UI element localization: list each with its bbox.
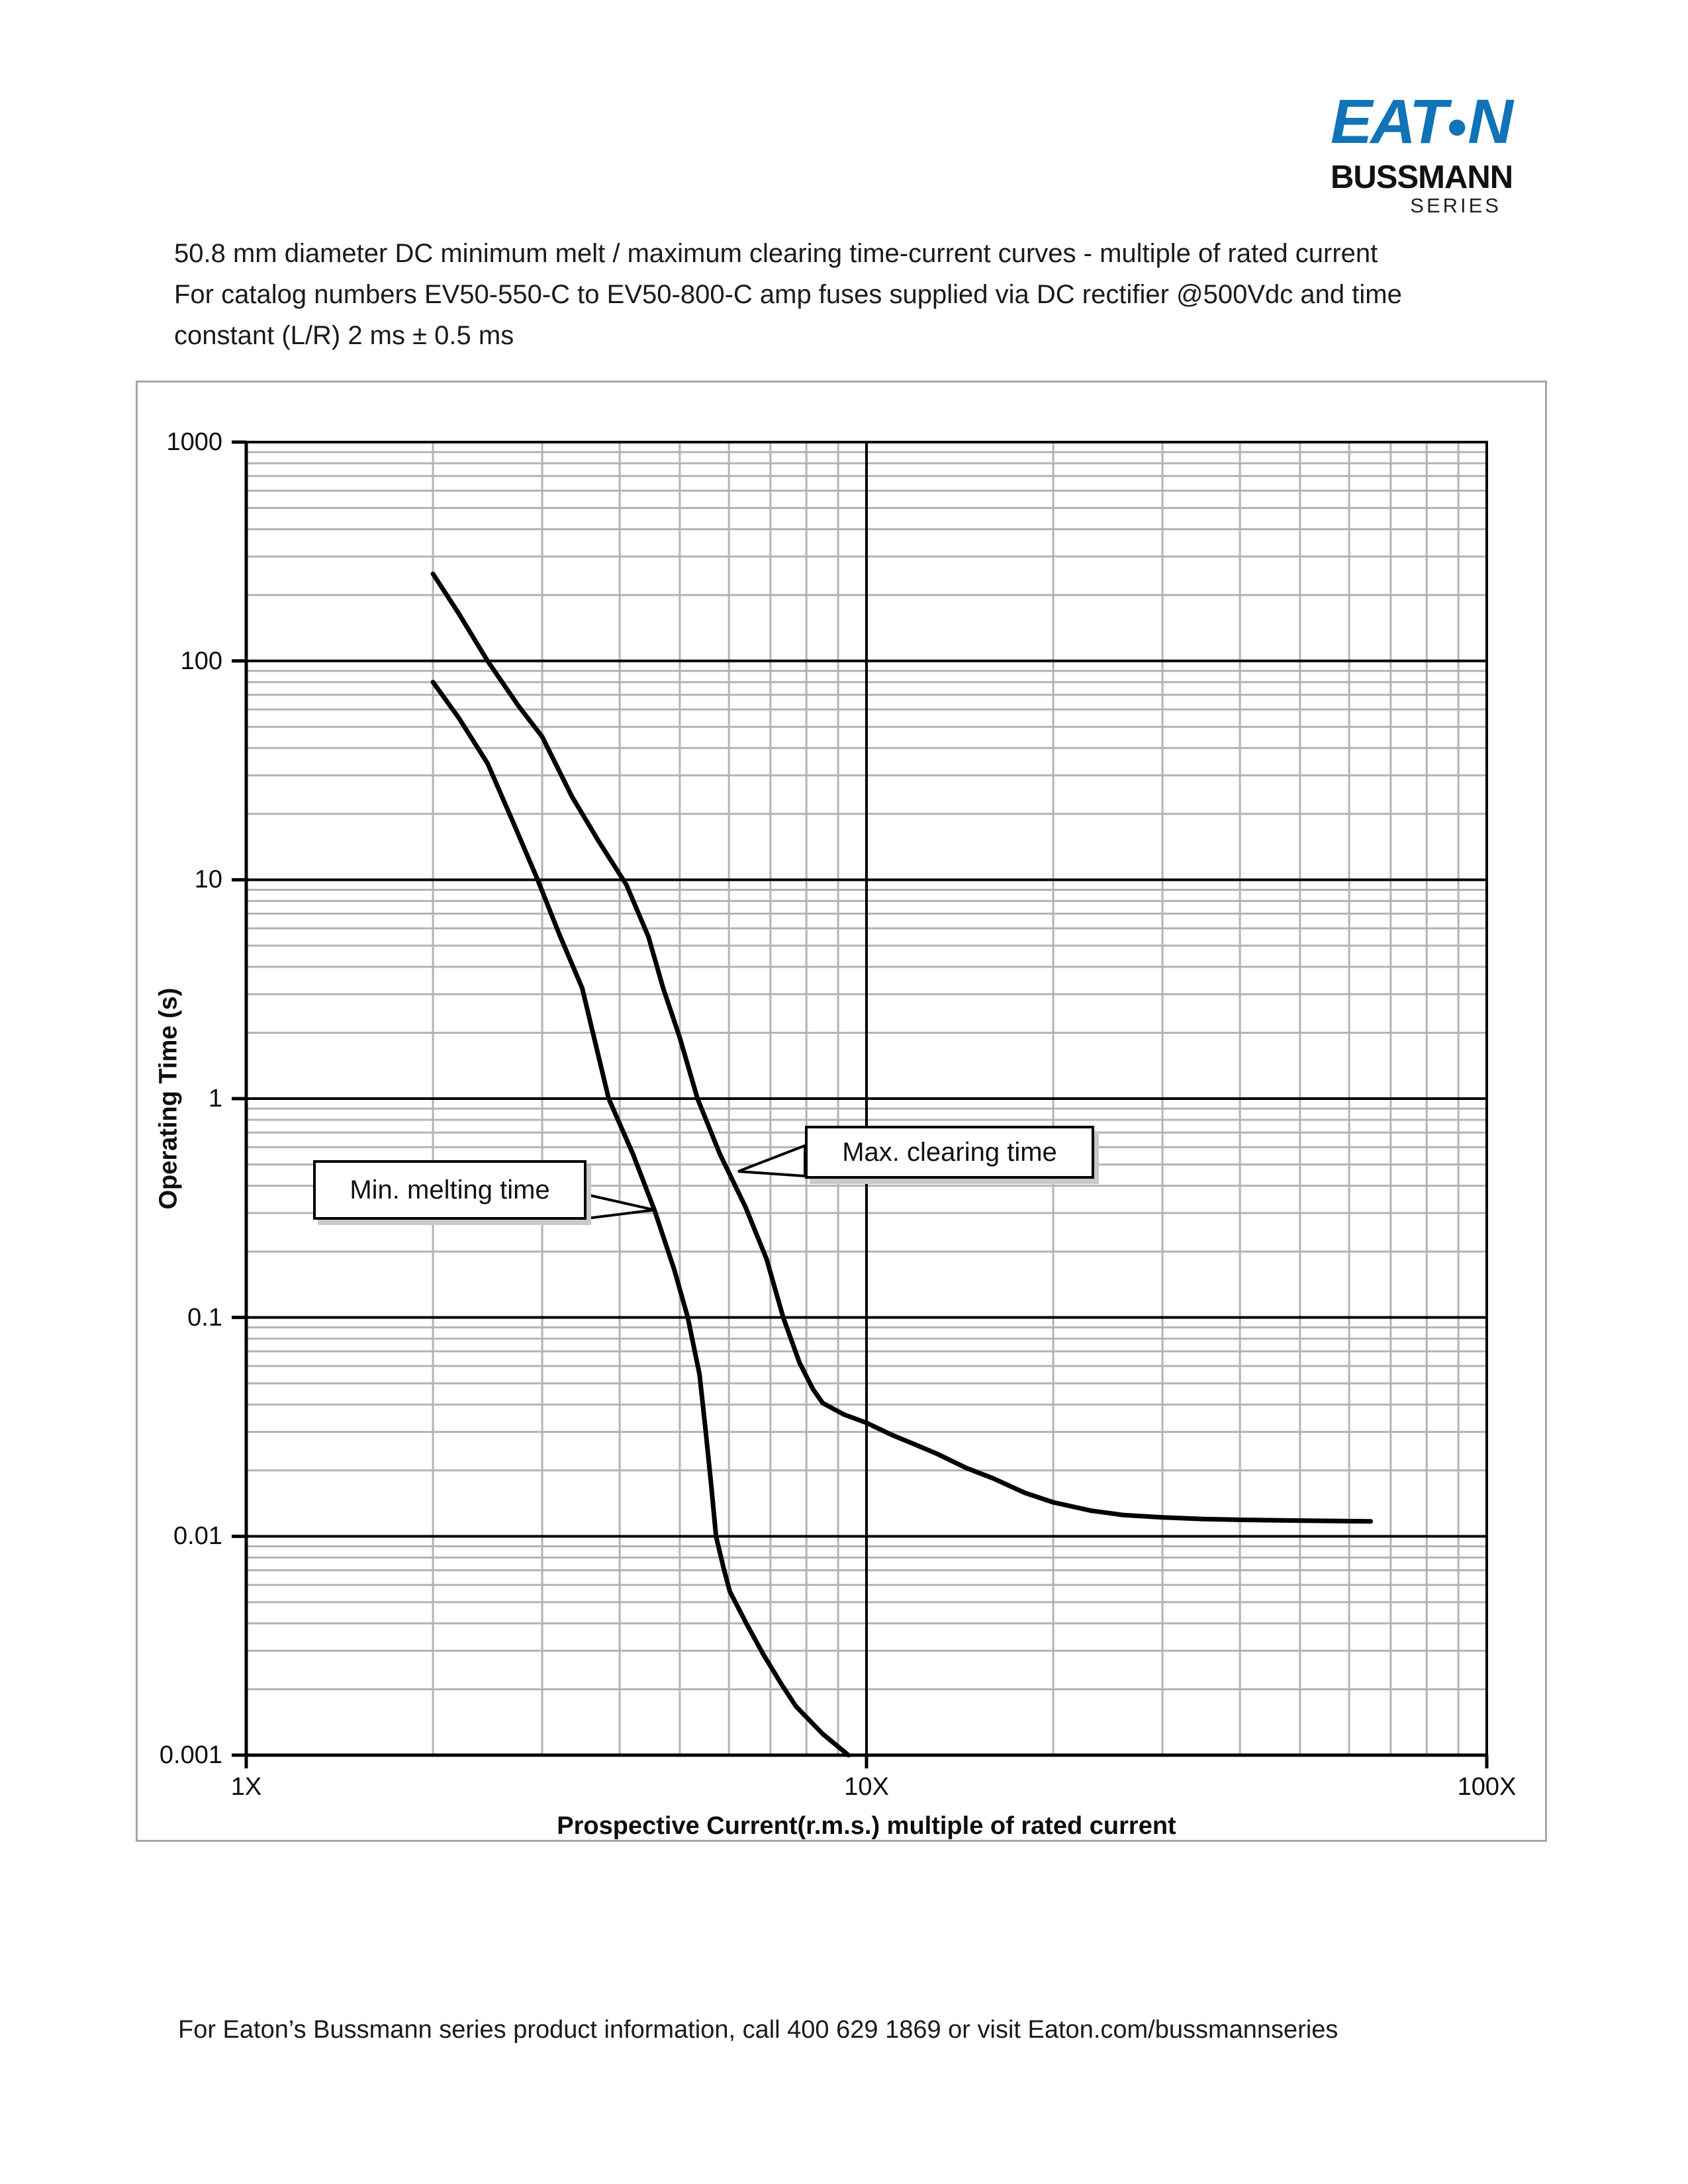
eaton-logo <box>1331 87 1511 157</box>
y-tick-label: 10 <box>194 866 222 894</box>
y-tick-label: 100 <box>180 647 222 675</box>
eaton-logo-dot-icon: ● <box>1445 105 1468 148</box>
callout-pointer <box>738 1146 805 1176</box>
eaton-logo-text: EAT <box>1331 87 1446 157</box>
chart-title-line-3: constant (L/R) 2 ms ± 0.5 ms <box>174 321 514 350</box>
callout-min-melting-time: Min. melting time <box>313 1160 586 1220</box>
callout-max-clearing-time: Max. clearing time <box>805 1126 1094 1179</box>
bussmann-wordmark: BUSSMANN <box>1331 159 1513 196</box>
y-tick-label: 1 <box>208 1085 222 1113</box>
series-wordmark: SERIES <box>1410 194 1501 218</box>
time-current-chart <box>136 381 1547 1842</box>
eaton-logo-text-n: N <box>1468 87 1511 157</box>
y-axis-title: Operating Time (s) <box>154 987 183 1210</box>
max-clearing-time-curve <box>433 574 1371 1522</box>
footer-contact-line: For Eaton’s Bussmann series product information, call 400 629 1869 or visit Eaton.com/bussmannseries <box>178 2016 1338 2044</box>
x-axis-title: Prospective Current(r.m.s.) multiple of rated current <box>557 1812 1176 1840</box>
y-tick-label: 0.1 <box>187 1303 222 1332</box>
y-tick-label: 1000 <box>166 428 222 456</box>
y-tick-label: 0.01 <box>173 1522 222 1551</box>
x-tick-label: 10X <box>844 1773 889 1801</box>
chart-title <box>174 233 1498 356</box>
chart-title-line-2: For catalog numbers EV50-550-C to EV50-800-C amp fuses supplied via DC rectifier @500Vdc and time <box>174 280 1402 309</box>
eaton-bussmann-logo <box>1331 87 1513 218</box>
x-tick-label: 100X <box>1457 1773 1517 1801</box>
chart-title-line-1: 50.8 mm diameter DC minimum melt / maximum clearing time-current curves - multiple of rated current <box>174 239 1378 268</box>
y-tick-label: 0.001 <box>159 1741 222 1770</box>
chart-canvas <box>138 383 1545 1840</box>
x-tick-label: 1X <box>230 1773 262 1801</box>
